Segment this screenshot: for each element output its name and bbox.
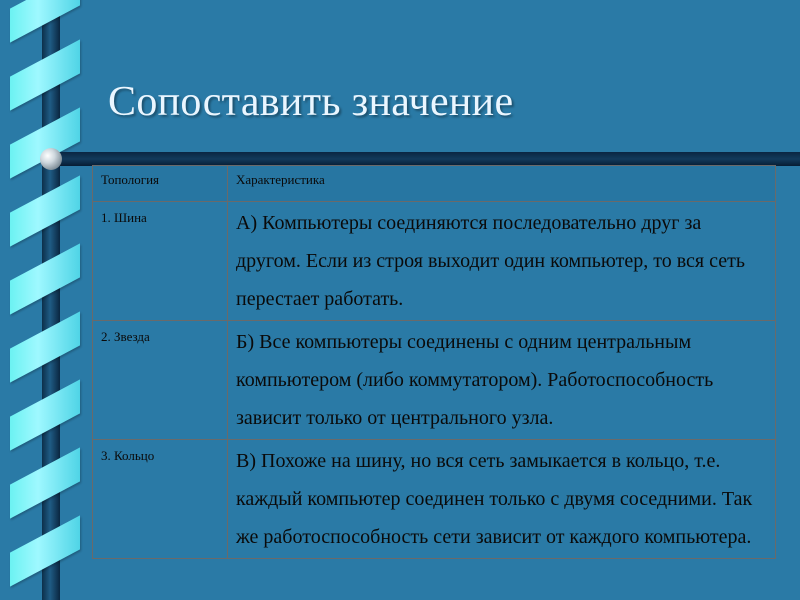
characteristic-cell: Б) Все компьютеры соединены с одним центральным компьютером (либо коммутатором). Работоспособность зависит только от центрального узла. [228,321,776,440]
decorative-ribbon [0,0,90,600]
matching-table [92,165,776,559]
header-characteristic: Характеристика [228,166,776,202]
table-header-row [93,166,776,202]
divider-ball-ornament [40,148,62,170]
topology-cell: 1. Шина [93,202,228,321]
table-row [93,321,776,440]
characteristic-cell: В) Похоже на шину, но вся сеть замыкается в кольцо, т.е. каждый компьютер соединен только с двумя соседними. Так же работоспособность сети зависит от каждого компьютера. [228,440,776,559]
topology-cell: 3. Кольцо [93,440,228,559]
topology-cell: 2. Звезда [93,321,228,440]
header-topology: Топология [93,166,228,202]
title-divider [52,152,800,166]
characteristic-cell: А) Компьютеры соединяются последовательно друг за другом. Если из строя выходит один компьютер, то вся сеть перестает работать. [228,202,776,321]
table-row [93,202,776,321]
slide-title: Сопоставить значение [108,79,514,125]
table-row [93,440,776,559]
